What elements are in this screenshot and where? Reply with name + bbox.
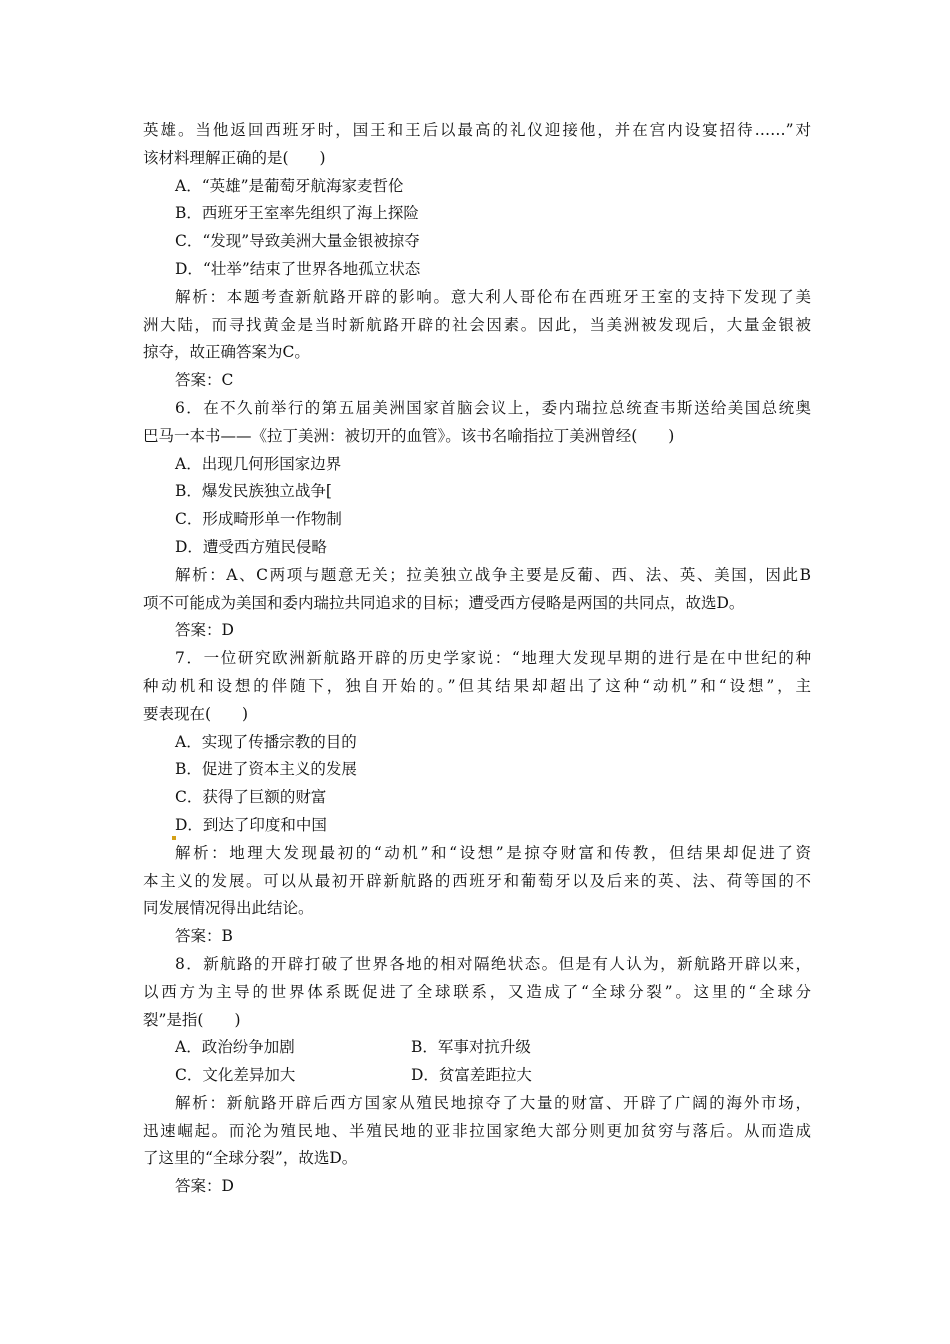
- q7-analysis-line: 本主义的发展。可以从最初开辟新航路的西班牙和葡萄牙以及后来的英、法、荷等国的不: [143, 871, 811, 890]
- q7-answer: 答案：B: [175, 927, 233, 946]
- q5-analysis-line: 解析：本题考查新航路开辟的影响。意大利人哥伦布在西班牙王室的支持下发现了美: [175, 287, 811, 306]
- q7-stem-line: 7．一位研究欧洲新航路开辟的历史学家说：“地理大发现早期的进行是在中世纪的种: [175, 649, 811, 668]
- q7-analysis-line: 解析：地理大发现最初的“动机”和“设想”是掠夺财富和传教，但结果却促进了资: [175, 843, 811, 862]
- q6-stem-line: 巴马一本书——《拉丁美洲：被切开的血管》。该书名喻指拉丁美洲曾经( ): [143, 426, 675, 445]
- q8-option-d: D．贫富差距拉大: [411, 1066, 532, 1085]
- q8-option-a: A．政治纷争加剧: [175, 1038, 295, 1057]
- q5-option-c: C．“发现”导致美洲大量金银被掠夺: [175, 232, 420, 251]
- q8-options-row: [143, 1062, 811, 1090]
- q6-option-a: A．出现几何形国家边界: [175, 454, 342, 473]
- q7-option-d: [143, 812, 811, 840]
- q7-option-d-text: D．到达了印度和中国: [175, 815, 327, 834]
- q7-stem-line: 种动机和设想的伴随下，独自开始的。”但其结果却超出了这种“动机”和“设想”，主: [143, 676, 811, 695]
- q6-stem-line: 6．在不久前举行的第五届美洲国家首脑会议上，委内瑞拉总统查韦斯送给美国总统奥: [175, 398, 811, 417]
- q5-option-b: B．西班牙王室率先组织了海上探险: [175, 204, 419, 223]
- q7-analysis-line: 同发展情况得出此结论。: [143, 899, 314, 918]
- q8-answer: 答案：D: [175, 1177, 234, 1196]
- q5-analysis-line: 掠夺，故正确答案为C。: [143, 343, 310, 362]
- q5-answer: 答案：C: [175, 371, 234, 390]
- q5-analysis-line: 洲大陆，而寻找黄金是当时新航路开辟的社会因素。因此，当美洲被发现后，大量金银被: [143, 315, 811, 334]
- q5-option-d: D．“壮举”结束了世界各地孤立状态: [175, 259, 421, 278]
- q8-option-b: B．军事对抗升级: [411, 1038, 531, 1057]
- q6-option-b: B．爆发民族独立战争[: [175, 482, 332, 501]
- q5-stem-line: 英雄。当他返回西班牙时，国王和王后以最高的礼仪迎接他，并在宫内设宴招待……”对: [143, 121, 811, 139]
- q7-option-b: B．促进了资本主义的发展: [175, 760, 357, 779]
- q8-analysis-line: 迅速崛起。而沦为殖民地、半殖民地的亚非拉国家绝大部分则更加贫穷与落后。从而造成: [143, 1121, 811, 1140]
- q8-stem-line: 8．新航路的开辟打破了世界各地的相对隔绝状态。但是有人认为，新航路开辟以来，: [175, 954, 811, 973]
- q8-option-c: C．文化差异加大: [175, 1066, 296, 1085]
- q8-stem-line: 以西方为主导的世界体系既促进了全球联系，又造成了“全球分裂”。这里的“全球分: [143, 982, 811, 1001]
- q5-option-a: A．“英雄”是葡萄牙航海家麦哲伦: [175, 176, 404, 195]
- q8-options-row: [143, 1034, 811, 1062]
- q7-stem-line: 要表现在( ): [143, 704, 249, 723]
- q6-analysis-line: 项不可能成为美国和委内瑞拉共同追求的目标；遭受西方侵略是两国的共同点，故选D。: [143, 593, 745, 612]
- q6-analysis-line: 解析：A、C两项与题意无关；拉美独立战争主要是反葡、西、法、英、美国，因此B: [175, 565, 811, 584]
- q8-analysis-line: 了这里的“全球分裂”，故选D。: [143, 1149, 358, 1168]
- q6-option-d: D．遭受西方殖民侵略: [175, 537, 327, 556]
- document-body: [143, 117, 811, 1201]
- q5-stem-line: 该材料理解正确的是( ): [143, 148, 326, 167]
- q8-stem-line: 裂”是指( ): [143, 1010, 241, 1029]
- q7-option-a: A．实现了传播宗教的目的: [175, 732, 357, 751]
- q6-answer: 答案：D: [175, 621, 234, 640]
- q6-option-c: C．形成畸形单一作物制: [175, 510, 342, 529]
- q8-analysis-line: 解析：新航路开辟后西方国家从殖民地掠夺了大量的财富、开辟了广阔的海外市场，: [175, 1093, 811, 1112]
- q7-option-c: C．获得了巨额的财富: [175, 788, 327, 807]
